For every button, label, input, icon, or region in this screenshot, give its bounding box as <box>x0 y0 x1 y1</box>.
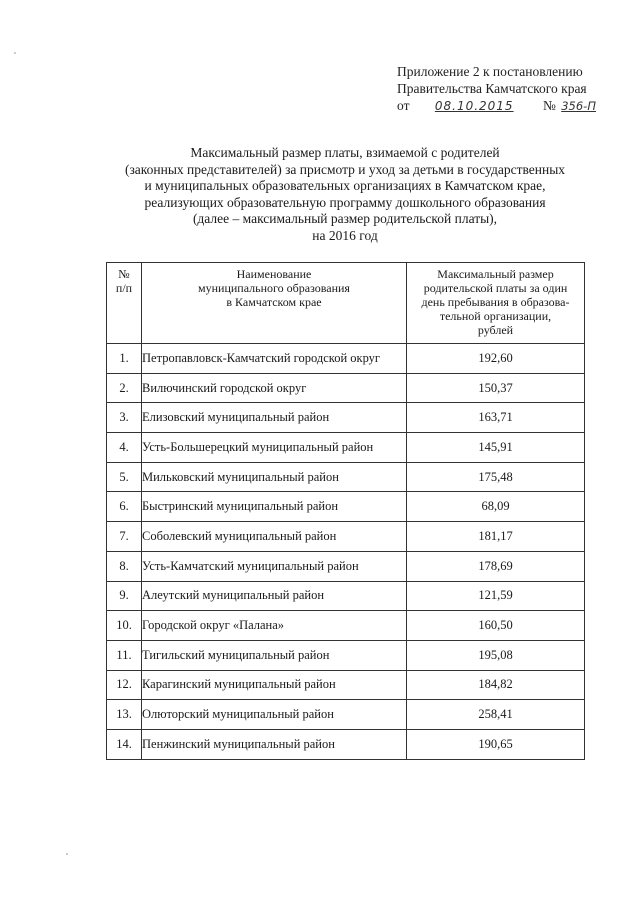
row-number: 1. <box>107 344 142 374</box>
title-line: Максимальный размер платы, взимаемой с родителей <box>190 145 500 160</box>
header-municipality-line: муниципального образования <box>198 281 350 295</box>
row-number: 6. <box>107 492 142 522</box>
title-line: (далее – максимальный размер родительской платы), <box>192 211 498 226</box>
row-municipality: Алеутский муниципальный район <box>142 581 407 611</box>
table-row <box>107 670 585 700</box>
header-max-fee-line: день пребывания в образова- <box>421 295 570 309</box>
table-row <box>107 492 585 522</box>
row-number: 9. <box>107 581 142 611</box>
row-number: 7. <box>107 522 142 552</box>
row-municipality: Соболевский муниципальный район <box>142 522 407 552</box>
table-row <box>107 373 585 403</box>
row-max-fee: 258,41 <box>407 700 585 730</box>
title-line: на 2016 год <box>312 227 378 243</box>
row-number: 4. <box>107 433 142 463</box>
header-max-fee-line: тельной организации, <box>439 309 552 323</box>
row-municipality: Пенжинский муниципальный район <box>142 729 407 759</box>
row-number: 5. <box>107 462 142 492</box>
row-number: 12. <box>107 670 142 700</box>
fee-table <box>106 262 585 760</box>
header-number-line: п/п <box>115 281 133 295</box>
table-header-row <box>107 263 585 344</box>
appendix-date-line <box>397 97 617 115</box>
appendix-line-2: Правительства Камчатского края <box>397 81 587 96</box>
row-municipality: Вилючинский городской округ <box>142 373 407 403</box>
row-max-fee: 181,17 <box>407 522 585 552</box>
header-max-fee-line: Максимальный размер <box>437 267 554 281</box>
appendix-header <box>397 63 617 115</box>
header-number <box>107 263 142 344</box>
title-line: реализующих образовательную программу дошкольного образования <box>144 194 546 210</box>
date-prefix: от <box>397 98 410 113</box>
table-row <box>107 522 585 552</box>
row-number: 14. <box>107 729 142 759</box>
row-municipality: Мильковский муниципальный район <box>142 462 407 492</box>
row-max-fee: 160,50 <box>407 611 585 641</box>
row-number: 11. <box>107 640 142 670</box>
table-row <box>107 640 585 670</box>
row-number: 13. <box>107 700 142 730</box>
row-max-fee: 145,91 <box>407 433 585 463</box>
row-max-fee: 150,37 <box>407 373 585 403</box>
row-max-fee: 184,82 <box>407 670 585 700</box>
row-number: 3. <box>107 403 142 433</box>
row-municipality: Городской округ «Палана» <box>142 611 407 641</box>
row-max-fee: 192,60 <box>407 344 585 374</box>
header-max-fee <box>407 263 585 344</box>
row-municipality: Олюторский муниципальный район <box>142 700 407 730</box>
date-value: 08.10.2015 <box>434 99 514 113</box>
row-max-fee: 178,69 <box>407 551 585 581</box>
header-number-line: № <box>118 267 130 281</box>
header-municipality-line: в Камчатском крае <box>226 295 322 309</box>
table-row <box>107 700 585 730</box>
row-max-fee: 68,09 <box>407 492 585 522</box>
number-prefix: № <box>542 98 556 113</box>
table-row <box>107 581 585 611</box>
table-row <box>107 551 585 581</box>
row-municipality: Елизовский муниципальный район <box>142 403 407 433</box>
table-row <box>107 462 585 492</box>
row-max-fee: 175,48 <box>407 462 585 492</box>
row-municipality: Тигильский муниципальный район <box>142 640 407 670</box>
row-municipality: Усть-Большерецкий муниципальный район <box>142 433 407 463</box>
header-max-fee-line: родительской платы за один <box>423 281 568 295</box>
row-municipality: Быстринский муниципальный район <box>142 492 407 522</box>
row-max-fee: 195,08 <box>407 640 585 670</box>
table-row <box>107 611 585 641</box>
title-line: и муниципальных образовательных организациях в Камчатском крае, <box>144 178 546 193</box>
row-municipality: Карагинский муниципальный район <box>142 670 407 700</box>
header-municipality <box>142 263 407 344</box>
row-municipality: Петропавловск-Камчатский городской округ <box>142 344 407 374</box>
title-line: (законных представителей) за присмотр и уход за детьми в государственных <box>124 161 566 177</box>
scan-speck <box>14 52 16 54</box>
table-row <box>107 403 585 433</box>
table-row <box>107 433 585 463</box>
appendix-line-1: Приложение 2 к постановлению <box>397 64 583 79</box>
row-max-fee: 121,59 <box>407 581 585 611</box>
row-number: 8. <box>107 551 142 581</box>
scan-speck <box>66 853 68 855</box>
row-max-fee: 190,65 <box>407 729 585 759</box>
number-value: 356-П <box>561 99 596 113</box>
row-number: 2. <box>107 373 142 403</box>
header-municipality-line: Наименование <box>236 267 312 281</box>
table-row <box>107 729 585 759</box>
row-max-fee: 163,71 <box>407 403 585 433</box>
document-title <box>80 145 610 244</box>
table-row <box>107 344 585 374</box>
header-max-fee-line: рублей <box>477 323 514 337</box>
row-municipality: Усть-Камчатский муниципальный район <box>142 551 407 581</box>
row-number: 10. <box>107 611 142 641</box>
